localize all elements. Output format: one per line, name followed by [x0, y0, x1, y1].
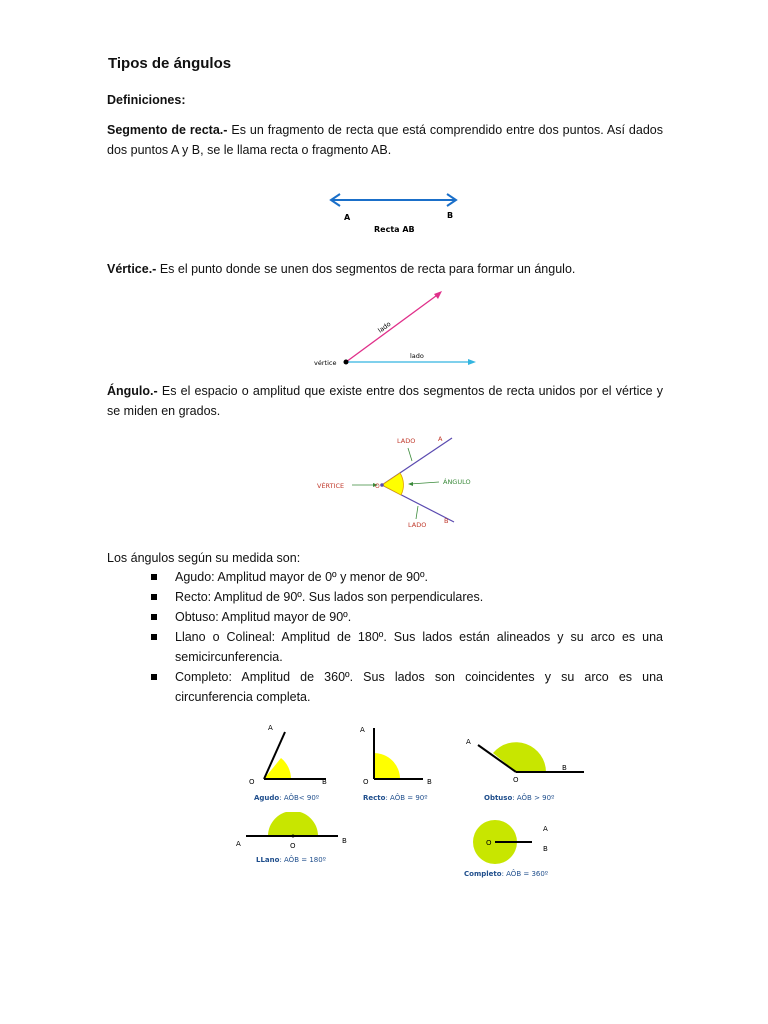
right-caption: Recto: AÔB = 90º	[363, 794, 428, 802]
angle-term: Ángulo.-	[107, 384, 158, 398]
full-label-b: B	[543, 845, 548, 853]
angle-point-a: A	[438, 435, 443, 443]
angle-parts-figure	[312, 430, 482, 534]
obtuse-angle-figure	[456, 728, 586, 804]
acute-angle-figure	[240, 718, 340, 804]
angle-vertice-label: VÉRTICE	[317, 482, 345, 490]
list-item: Completo: Amplitud de 360º. Sus lados son coincidentes y su arco es una circunferencia completa.	[107, 667, 663, 707]
bullet-icon	[151, 674, 157, 680]
acute-label-b: B	[322, 778, 327, 786]
angle-point-b: B	[444, 517, 449, 525]
angle-text: Es el espacio o amplitud que existe entre dos segmentos de recta unidos por el vértice y se miden en grados.	[107, 384, 663, 418]
full-label-o: O	[486, 839, 492, 847]
classification-intro: Los ángulos según su medida son:	[107, 551, 301, 565]
vertex-side2-label: lado	[410, 352, 424, 360]
vertex-side1-label: lado	[376, 319, 393, 335]
vertex-label: vértice	[314, 359, 337, 367]
angle-lado-bottom: LADO	[408, 521, 427, 529]
angle-definition	[107, 381, 663, 421]
list-item: Obtuso: Amplitud mayor de 90º.	[107, 607, 663, 627]
vertex-figure	[310, 288, 482, 368]
full-caption: Completo: AÔB = 360º	[464, 870, 549, 878]
segment-figure	[320, 186, 465, 242]
segment-term: Segmento de recta.-	[107, 123, 228, 137]
right-angle-figure	[355, 718, 445, 804]
bullet-icon	[151, 634, 157, 640]
full-angle-figure	[458, 814, 568, 880]
bullet-icon	[151, 614, 157, 620]
list-item: Recto: Amplitud de 90º. Sus lados son perpendiculares.	[107, 587, 663, 607]
list-item: Agudo: Amplitud mayor de 0º y menor de 90º.	[107, 567, 663, 587]
straight-caption: LLano: AÔB = 180º	[256, 856, 326, 864]
definitions-heading: Definiciones:	[107, 93, 186, 107]
straight-angle-figure	[230, 812, 358, 868]
acute-label-o: O	[249, 778, 255, 786]
vertex-term: Vértice.-	[107, 262, 157, 276]
segment-definition	[107, 120, 663, 160]
angle-lado-top: LADO	[397, 437, 416, 445]
bullet-icon	[151, 574, 157, 580]
straight-label-a: A	[236, 840, 241, 848]
vertex-definition	[107, 259, 663, 279]
angle-classification-list	[107, 567, 663, 707]
acute-label-a: A	[268, 724, 273, 732]
right-label-b: B	[427, 778, 432, 786]
straight-label-o: O	[290, 842, 296, 850]
segment-caption: Recta AB	[374, 225, 415, 234]
angle-point-o: O	[375, 483, 380, 490]
segment-label-a: A	[344, 213, 351, 222]
obtuse-caption: Obtuso: AÔB > 90º	[484, 794, 555, 802]
segment-label-b: B	[447, 211, 454, 220]
acute-caption: Agudo: AÔB< 90º	[254, 794, 320, 802]
right-label-a: A	[360, 726, 365, 734]
angle-angulo-label: ÁNGULO	[443, 478, 471, 486]
bullet-icon	[151, 594, 157, 600]
segment-text: Es un fragmento de recta que está comprendido entre dos puntos. Así dados dos puntos A y B, se le llama recta o fragmento AB.	[107, 123, 663, 157]
right-label-o: O	[363, 778, 369, 786]
straight-label-b: B	[342, 837, 347, 845]
obtuse-label-b: B	[562, 764, 567, 772]
vertex-text: Es el punto donde se unen dos segmentos de recta para formar un ángulo.	[156, 262, 576, 276]
obtuse-label-o: O	[513, 776, 519, 784]
page-title: Tipos de ángulos	[108, 55, 232, 72]
full-label-a: A	[543, 825, 548, 833]
list-item: Llano o Colineal: Amplitud de 180º. Sus lados están alineados y su arco es una semicircunferencia.	[107, 627, 663, 667]
obtuse-label-a: A	[466, 738, 471, 746]
